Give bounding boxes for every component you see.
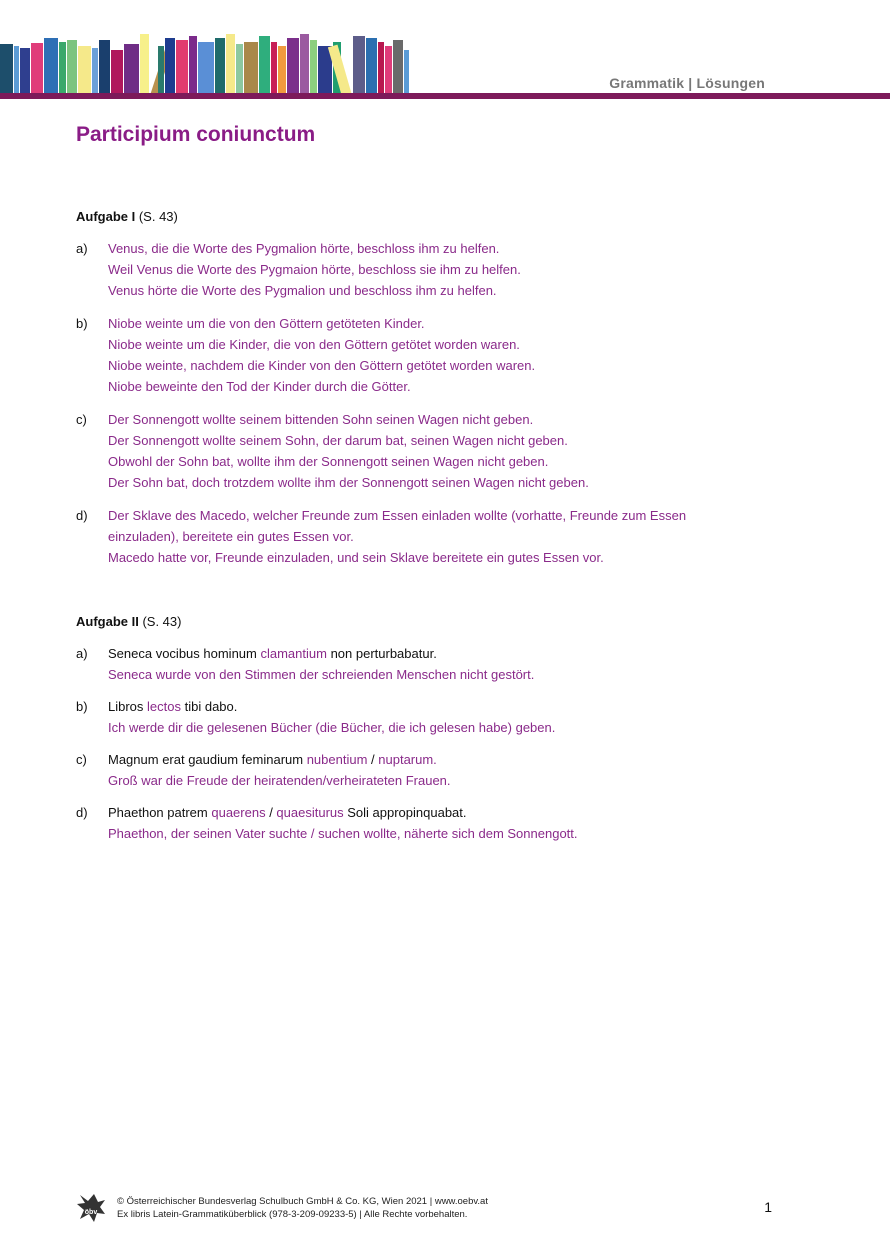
translation-line: Seneca wurde von den Stimmen der schreienden Menschen nicht gestört. [108,667,535,682]
book-spine [378,42,384,96]
answer-line: Venus hörte die Worte des Pygmalion und beschloss ihm zu helfen. [108,283,497,298]
book-spine [385,46,392,96]
book-spine [14,46,19,96]
latin-sentence [108,749,776,770]
task-2-page-ref: (S. 43) [138,614,182,629]
footer-line-2: Ex libris Latein-Grammatiküberblick (978-3-209-09233-5) | Alle Rechte vorbehalten. [117,1209,468,1220]
latin-sentence [108,696,776,717]
latin-text: Seneca vocibus hominum [108,646,261,661]
task-1-section [76,207,776,580]
item-letter: d) [76,508,88,523]
book-spine [271,42,277,96]
answer-line: Macedo hatte vor, Freunde einzuladen, und sein Sklave bereitete ein gutes Essen vor. [108,550,604,565]
task-2-section [76,612,776,855]
task-1-heading [76,207,776,227]
latin-text: tibi dabo. [181,699,238,714]
oebv-logo-icon [76,1192,106,1224]
task-2-item-b [76,696,776,738]
translation-line: Groß war die Freude der heiratenden/verheirateten Frauen. [108,773,451,788]
book-spine [236,44,243,96]
task-1-heading-label: Aufgabe I [76,209,136,224]
book-spine [287,38,299,96]
book-spine [78,46,91,96]
answer-line: Niobe weinte um die Kinder, die von den Göttern getötet worden waren. [108,337,520,352]
answer-line: einzuladen), bereitete ein gutes Essen vor. [108,529,354,544]
item-letter: a) [76,646,88,661]
book-spine [310,40,317,96]
task-2-item-c [76,749,776,791]
answer-line: Der Sohn bat, doch trotzdem wollte ihm der Sonnengott seinen Wagen nicht geben. [108,475,589,490]
book-spine [111,50,123,96]
book-spine [92,48,98,96]
footer-copyright [117,1195,488,1221]
task-1-item-b [76,313,776,397]
latin-text: Magnum erat gaudium feminarum [108,752,307,767]
task-1-item-d [76,505,776,568]
latin-text: / [367,752,379,767]
latin-sentence [108,802,776,823]
book-spine [176,40,188,96]
bookshelf-illustration [0,26,450,96]
book-spine [278,46,286,96]
item-letter: a) [76,241,88,256]
book-spine [259,36,270,96]
book-spine [67,40,77,96]
participle-highlight: nubentium [306,752,368,767]
book-spine [300,34,309,96]
task-1-item-c [76,409,776,493]
answer-line: Der Sonnengott wollte seinem bittenden Sohn seinen Wagen nicht geben. [108,412,534,427]
header-rule [0,93,890,99]
answer-line: Niobe weinte um die von den Göttern getöteten Kinder. [108,316,425,331]
book-spine [158,46,164,96]
translation-line: Ich werde dir die gelesenen Bücher (die Bücher, die ich gelesen habe) geben. [108,720,556,735]
book-spine [393,40,403,96]
latin-sentence [108,643,776,664]
task-2-item-d [76,802,776,844]
book-spine [366,38,377,96]
latin-text: Phaethon patrem [108,805,212,820]
book-spine [20,48,30,96]
answer-line: Weil Venus die Worte des Pygmaion hörte, beschloss sie ihm zu helfen. [108,262,521,277]
logo-text: öbv [84,1209,98,1216]
item-letter: b) [76,316,88,331]
answer-line: Niobe weinte, nachdem die Kinder von den Göttern getötet worden waren. [108,358,536,373]
book-spine [226,34,235,96]
book-spine [44,38,58,96]
book-spine [189,36,197,96]
book-spine [99,40,110,96]
participle-highlight: nuptarum. [378,752,437,767]
book-spine [353,36,365,96]
book-spine [31,43,43,96]
page-title: Participium coniunctum [76,123,316,146]
latin-text: Libros [108,699,148,714]
page-header [0,0,890,104]
book-spine [124,44,139,96]
answer-line: Obwohl der Sohn bat, wollte ihm der Sonnengott seinen Wagen nicht geben. [108,454,549,469]
book-spine [198,42,214,96]
header-title: Grammatik | Lösungen [609,75,765,91]
participle-highlight: lectos [147,699,181,714]
bookshelf-icon [0,26,450,96]
answer-line: Niobe beweinte den Tod der Kinder durch die Götter. [108,379,411,394]
participle-highlight: quaesiturus [276,805,344,820]
answer-line: Venus, die die Worte des Pygmalion hörte, beschloss ihm zu helfen. [108,241,500,256]
book-spine [59,42,66,96]
book-spine [165,38,175,96]
book-spine [244,42,258,96]
participle-highlight: quaerens [211,805,266,820]
book-spine [404,50,409,96]
answer-line: Der Sklave des Macedo, welcher Freunde zum Essen einladen wollte (vorhatte, Freunde zum Essen [108,508,687,523]
book-spine [140,34,149,96]
task-2-heading [76,612,776,632]
task-1-page-ref: (S. 43) [135,209,178,224]
translation-line: Phaethon, der seinen Vater suchte / suchen wollte, näherte sich dem Sonnengott. [108,826,578,841]
item-letter: c) [76,752,87,767]
footer-line-1: © Österreichischer Bundesverlag Schulbuch GmbH & Co. KG, Wien 2021 | www.oebv.at [117,1196,488,1207]
page-footer [76,1192,796,1232]
task-2-item-a [76,643,776,685]
book-spine [0,44,13,96]
item-letter: c) [76,412,87,427]
task-2-heading-label: Aufgabe II [76,614,139,629]
answer-line: Der Sonnengott wollte seinem Sohn, der darum bat, seinen Wagen nicht geben. [108,433,568,448]
latin-text: non perturbabatur. [326,646,437,661]
item-letter: b) [76,699,88,714]
page-number: 1 [764,1199,772,1215]
latin-text: Soli appropinquabat. [343,805,467,820]
book-spine [215,38,225,96]
item-letter: d) [76,805,88,820]
latin-text: / [265,805,277,820]
task-1-item-a [76,238,776,301]
participle-highlight: clamantium [260,646,327,661]
